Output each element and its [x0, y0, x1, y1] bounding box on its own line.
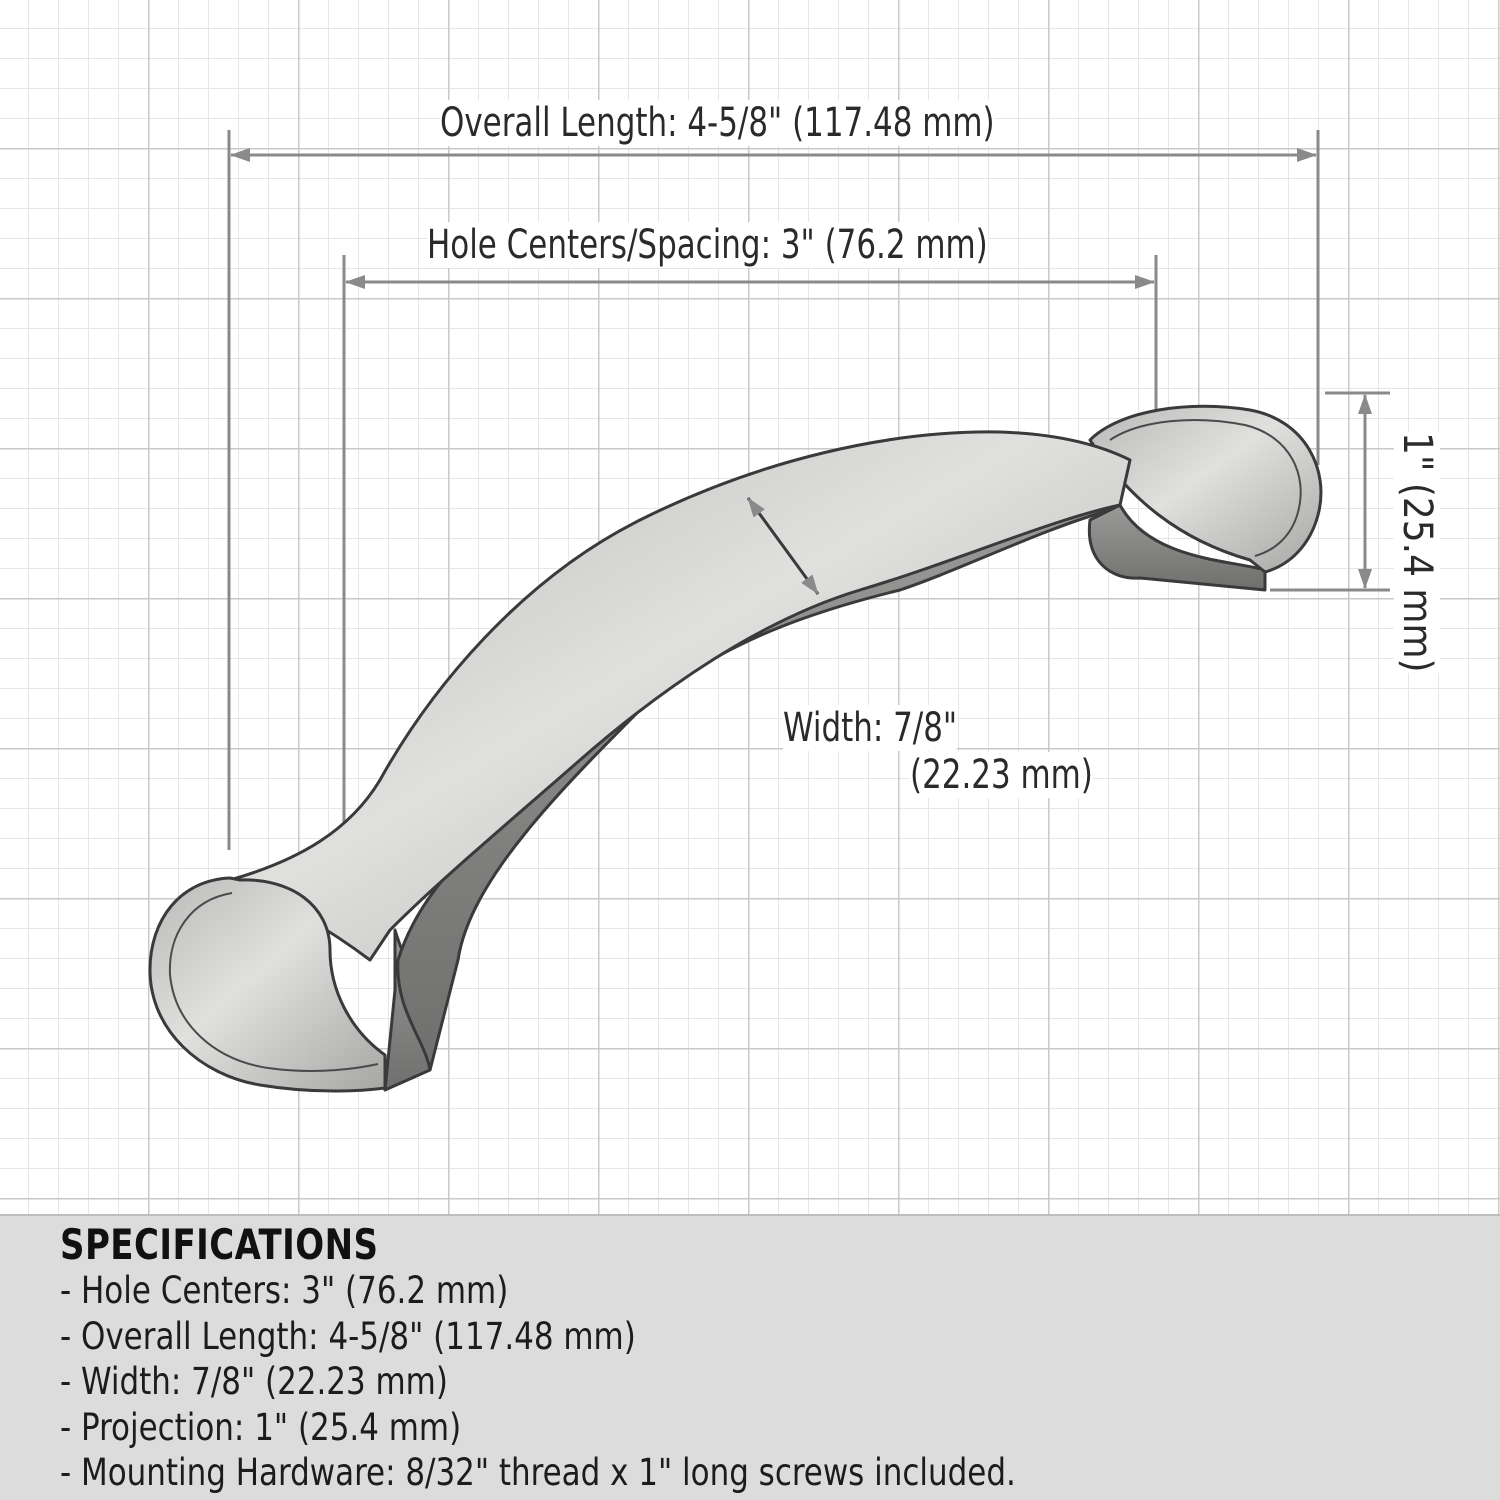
projection-label: 1" (25.4 mm): [1394, 432, 1440, 673]
specifications-title: SPECIFICATIONS: [60, 1220, 379, 1269]
cabinet-pull-handle: [150, 406, 1321, 1091]
overall-length-label: Overall Length: 4-5/8" (117.48 mm): [440, 100, 995, 146]
specifications-panel: [0, 1214, 1500, 1500]
spec-item: - Width: 7/8" (22.23 mm): [60, 1360, 448, 1403]
specifications-list: [60, 1268, 1088, 1496]
spec-item: - Hole Centers: 3" (76.2 mm): [60, 1269, 509, 1312]
width-label-line1: Width: 7/8": [783, 705, 958, 751]
spec-item: - Mounting Hardware: 8/32" thread x 1" long screws included.: [60, 1451, 1016, 1494]
width-label-line2: (22.23 mm): [910, 752, 1093, 798]
spec-item: - Overall Length: 4-5/8" (117.48 mm): [60, 1314, 636, 1358]
hole-spacing-label: Hole Centers/Spacing: 3" (76.2 mm): [427, 222, 988, 268]
spec-item: - Projection: 1" (25.4 mm): [60, 1405, 462, 1449]
